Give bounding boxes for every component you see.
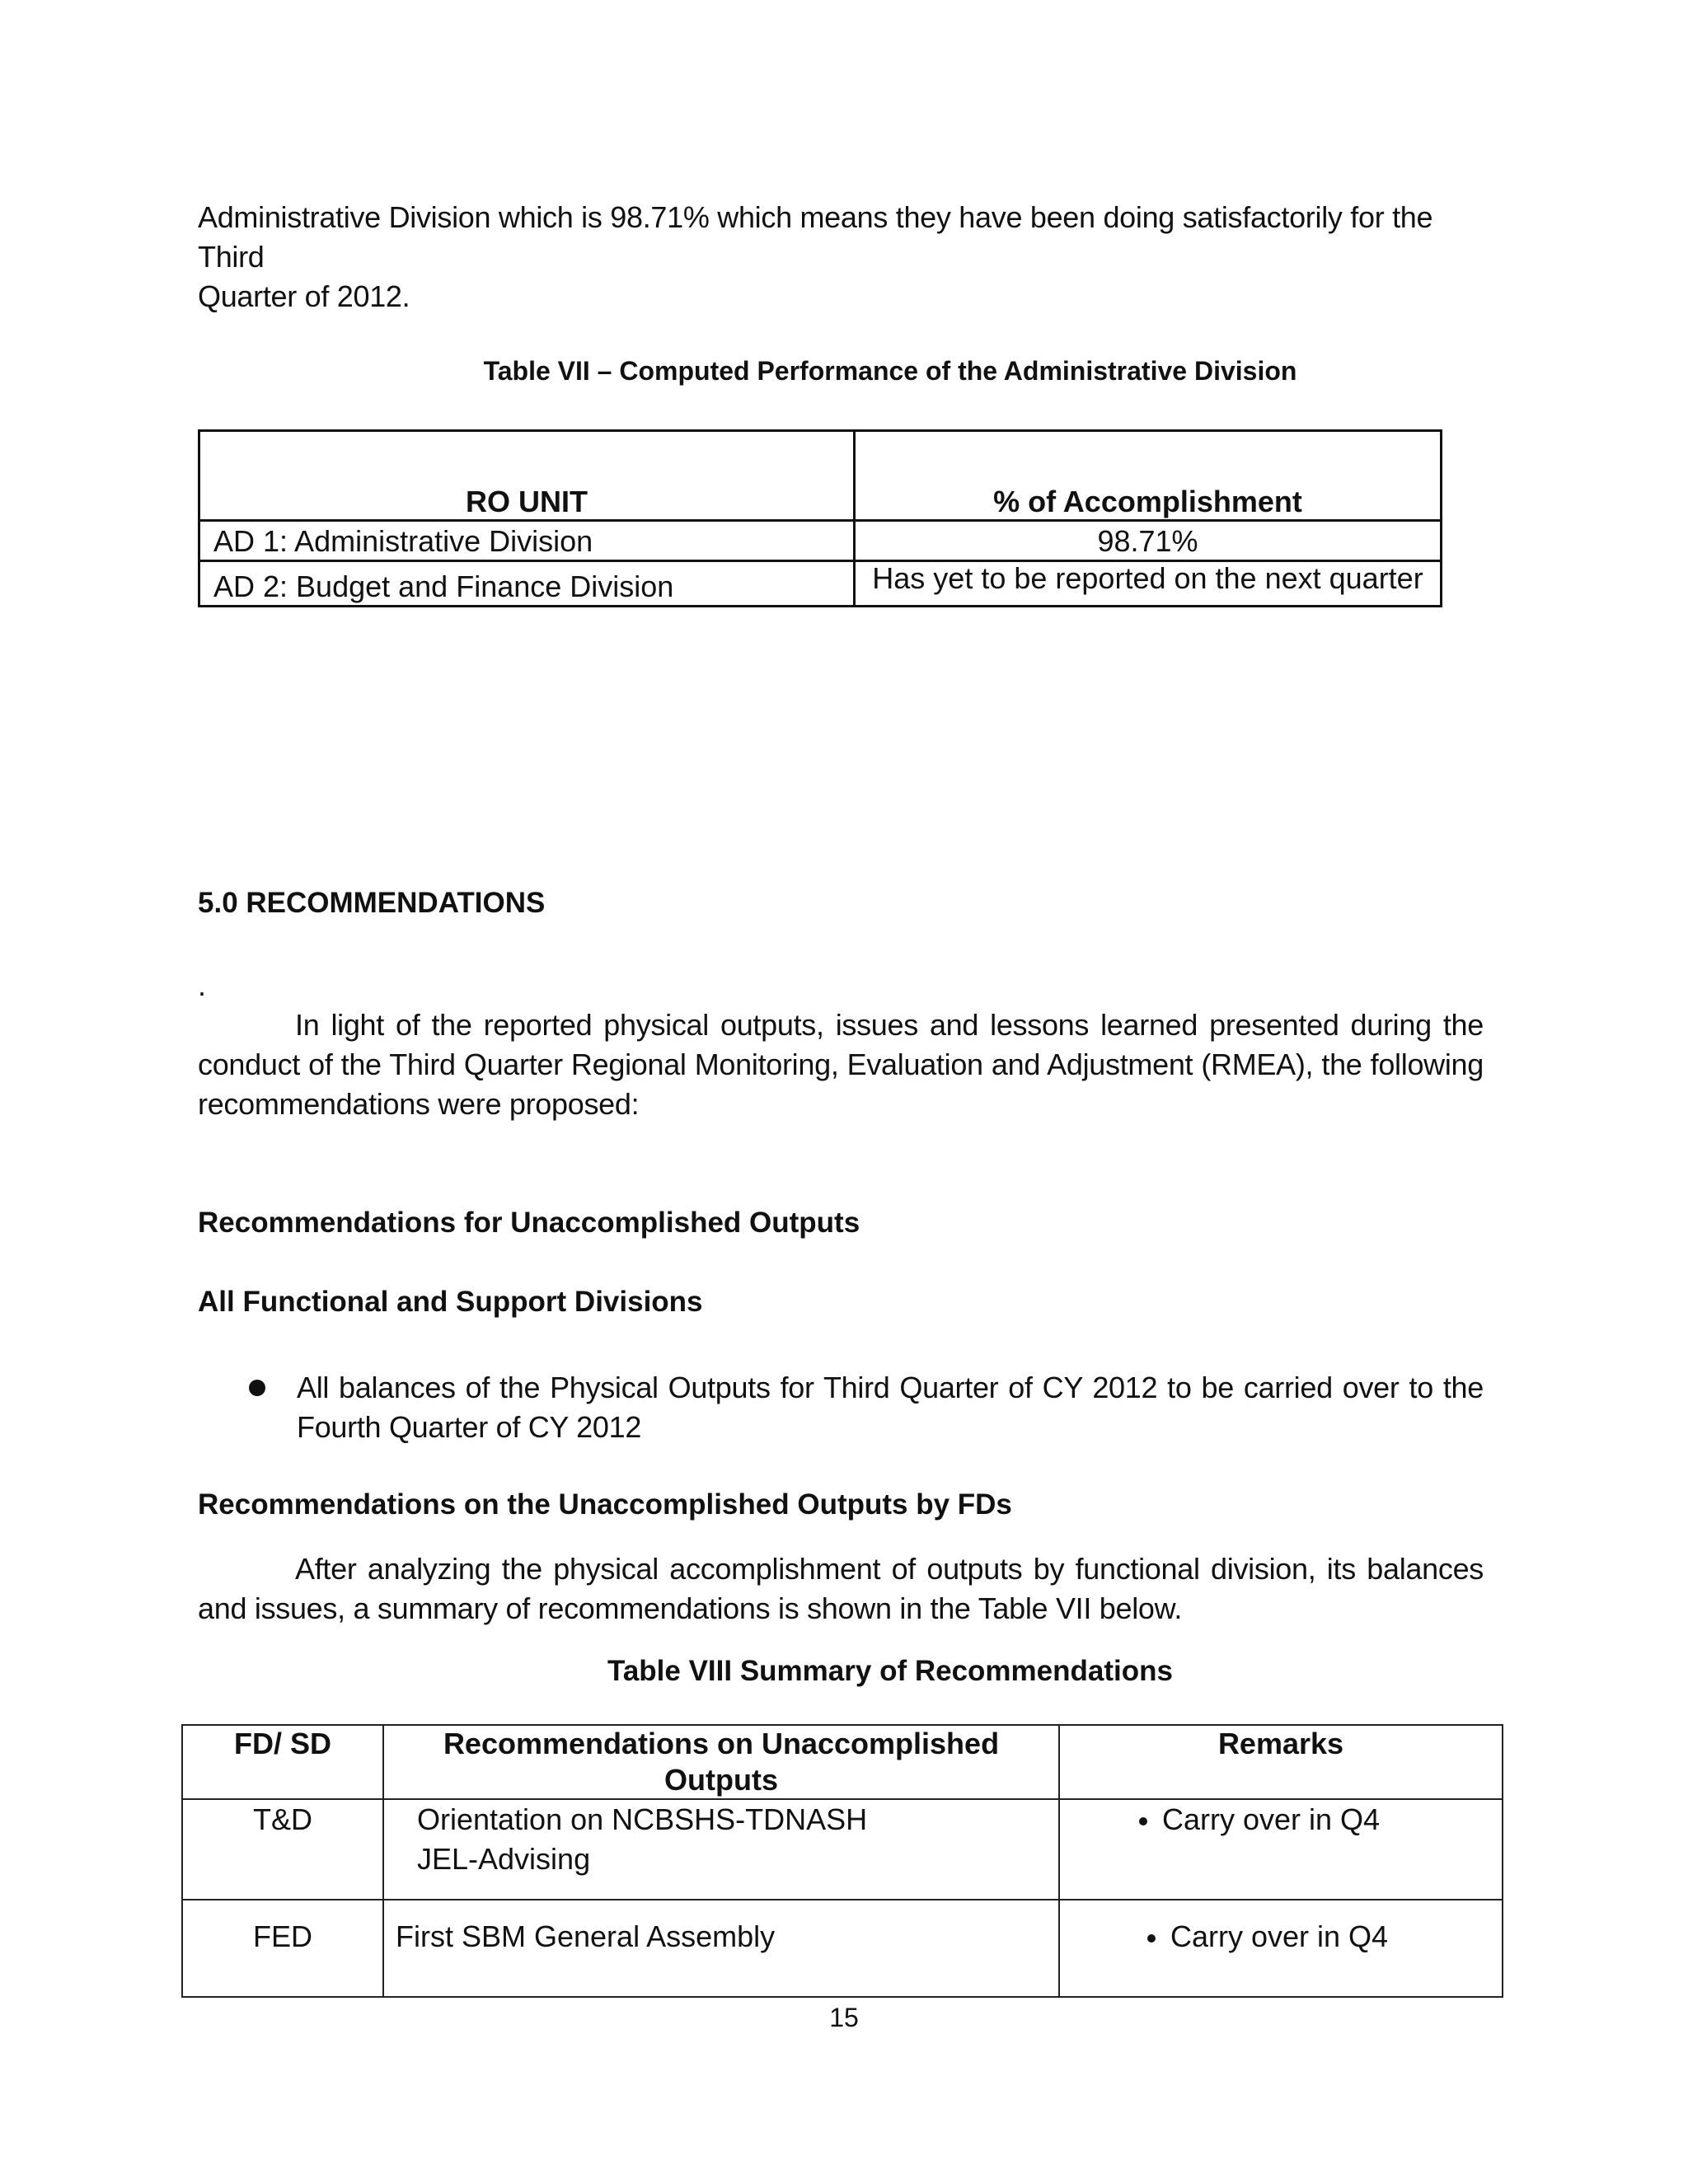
accomplishment-cell: 98.71%	[855, 521, 1442, 561]
fd-cell: FED	[182, 1900, 383, 1997]
ro-unit-cell: AD 2: Budget and Finance Division	[199, 561, 855, 607]
recommendation-item: First SBM General Assembly	[396, 1919, 776, 1953]
intro-paragraph	[198, 198, 1484, 316]
column-header-remarks: Remarks	[1059, 1725, 1503, 1799]
column-header-accomplishment: % of Accomplishment	[855, 431, 1442, 521]
all-divisions-subheading: All Functional and Support Divisions	[198, 1286, 703, 1318]
performance-table	[198, 429, 1442, 607]
column-header-ro-unit: RO UNIT	[199, 431, 855, 521]
intro-line-1: Administrative Division which is 98.71% which means they have been doing satisfactorily for the Third	[198, 200, 1433, 274]
remark-text: Carry over in Q4	[1162, 1802, 1381, 1836]
column-header-recommendations: Recommendations on Unaccomplished Outputs	[383, 1725, 1059, 1799]
fd-cell: T&D	[182, 1799, 383, 1900]
section-heading: 5.0 RECOMMENDATIONS	[198, 887, 546, 919]
page-number: 15	[829, 2003, 859, 2032]
bullet-icon	[249, 1380, 265, 1396]
table7-caption: Table VII – Computed Performance of the Administrative Division	[483, 356, 1297, 386]
recommendations-cell	[383, 1799, 1059, 1900]
recommendations-intro-text: In light of the reported physical outputs, issues and lessons learned presented during the conduct of the Third Quarter Regional Monitoring, Evaluation and Adjustment (RMEA), the following recommendations were proposed:	[198, 1008, 1484, 1121]
table-header-row	[199, 431, 1442, 521]
remarks-cell	[1059, 1799, 1503, 1900]
recommendations-intro-paragraph	[198, 1005, 1484, 1124]
table-header-row	[182, 1725, 1503, 1799]
bullet-icon	[1139, 1817, 1147, 1825]
recommendation-item: JEL-Advising	[417, 1842, 591, 1876]
table-row	[182, 1799, 1503, 1900]
column-header-fd-sd: FD/ SD	[182, 1725, 383, 1799]
table8-caption: Table VIII Summary of Recommendations	[607, 1655, 1173, 1687]
unaccomplished-heading: Recommendations for Unaccomplished Outputs	[198, 1207, 860, 1239]
intro-line-2: Quarter of 2012.	[198, 279, 410, 313]
accomplishment-cell: Has yet to be reported on the next quarter	[855, 561, 1442, 607]
by-fds-paragraph	[198, 1549, 1484, 1629]
table-row	[199, 521, 1442, 561]
ro-unit-cell: AD 1: Administrative Division	[199, 521, 855, 561]
recommendation-item: Orientation on NCBSHS-TDNASH	[417, 1802, 868, 1836]
remarks-cell	[1059, 1900, 1503, 1997]
recommendations-table	[181, 1724, 1503, 1998]
stray-dot: .	[198, 968, 206, 1002]
table-row	[182, 1900, 1503, 1997]
by-fds-heading: Recommendations on the Unaccomplished Outputs by FDs	[198, 1488, 1012, 1521]
bullet-text: All balances of the Physical Outputs for Third Quarter of CY 2012 to be carried over to the Fourth Quarter of CY 2012	[297, 1371, 1484, 1444]
by-fds-text: After analyzing the physical accomplishment of outputs by functional division, its balances and issues, a summary of recommendations is shown in the Table VII below.	[198, 1552, 1484, 1625]
bullet-icon	[1147, 1934, 1156, 1943]
table-row	[199, 561, 1442, 607]
remark-text: Carry over in Q4	[1170, 1919, 1389, 1953]
bullet-item	[249, 1368, 1484, 1447]
recommendations-cell	[383, 1900, 1059, 1997]
